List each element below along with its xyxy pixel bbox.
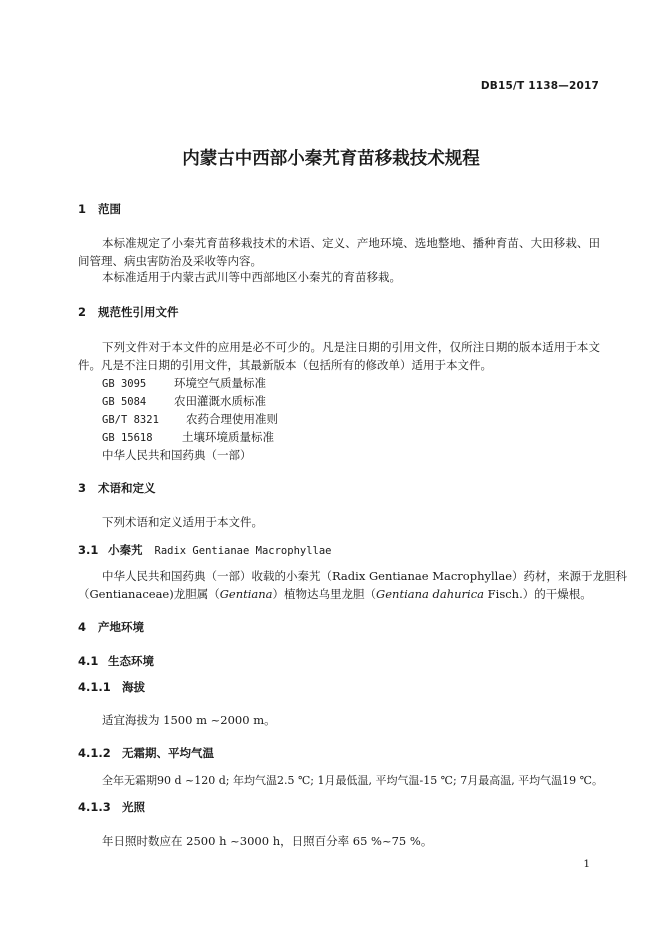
subsection-4-1-1-heading (78, 679, 145, 695)
text-segment: ）植物达乌里龙胆（ (272, 587, 377, 601)
reference-code: GB/T 8321 (102, 414, 159, 426)
text-segment: Fisch.）的干燥根。 (484, 587, 592, 601)
section-3-paragraph-1: 下列术语和定义适用于本文件。 (102, 515, 263, 529)
altitude-text: 适宜海拔为 1500 m ~2000 m。 (102, 713, 276, 727)
section-1-paragraph-1: 本标准规定了小秦艽育苗移栽技术的术语、定义、产地环境、选地整地、播种育苗、大田移栽、田间管理、病虫害防治及采收等内容。 (78, 236, 600, 268)
reference-name: 环境空气质量标准 (174, 376, 266, 390)
climate-text: 全年无霜期90 d ~120 d; 年均气温2.5 ℃; 1月最低温, 平均气温-15 ℃; 7月最高温, 平均气温19 ℃。 (102, 774, 603, 787)
term-definition-line-1: 中华人民共和国药典（一部）收载的小秦艽（Radix Gentianae Macrophyllae）药材，来源于龙胆科 (102, 569, 628, 583)
reference-pharmacopoeia: 中华人民共和国药典（一部） (102, 448, 252, 462)
reference-item (102, 393, 266, 409)
species-name: Gentiana dahurica (376, 587, 485, 601)
reference-item (102, 429, 274, 445)
reference-name: 农田灌溉水质标准 (174, 394, 266, 408)
subsection-title: 海拔 (122, 680, 145, 694)
reference-item (102, 411, 278, 427)
sunshine-text: 年日照时数应在 2500 h ~3000 h，日照百分率 65 %~75 %。 (102, 834, 433, 848)
subsection-number: 3.1 (78, 543, 99, 557)
reference-name: 农药合理使用准则 (186, 412, 278, 426)
genus-name: Gentiana (219, 587, 273, 601)
section-4-heading (78, 619, 144, 635)
term-english: Radix Gentianae Macrophyllae (154, 545, 332, 557)
subsection-4-1-2-heading (78, 745, 214, 761)
section-3-heading (78, 480, 156, 496)
reference-name: 土壤环境质量标准 (182, 430, 274, 444)
subsection-title: 无霜期、平均气温 (122, 746, 214, 760)
subsection-number: 4.1 (78, 654, 99, 668)
section-1-heading (78, 201, 121, 217)
section-number: 1 (78, 202, 87, 216)
standard-number: DB15/T 1138—2017 (480, 80, 599, 92)
section-number: 2 (78, 305, 87, 319)
reference-code: GB 15618 (102, 432, 153, 444)
subsection-4-1-3-heading (78, 799, 145, 815)
subsection-4-1-heading (78, 653, 154, 669)
subsection-number: 4.1.1 (78, 680, 111, 694)
reference-code: GB 3095 (102, 378, 147, 390)
page-number: 1 (583, 858, 590, 870)
reference-code: GB 5084 (102, 396, 147, 408)
subsection-number: 4.1.2 (78, 746, 111, 760)
section-title: 术语和定义 (98, 481, 156, 495)
section-2-paragraph-1: 下列文件对于本文件的应用是必不可少的。凡是注日期的引用文件，仅所注日期的版本适用于本文件。凡是不注日期的引用文件，其最新版本（包括所有的修改单）适用于本文件。 (78, 340, 600, 372)
subsection-number: 4.1.3 (78, 800, 111, 814)
term-chinese: 小秦艽 (108, 543, 143, 557)
section-number: 4 (78, 620, 87, 634)
subsection-3-1-heading (78, 542, 332, 558)
section-title: 规范性引用文件 (98, 305, 179, 319)
subsection-title: 光照 (122, 800, 145, 814)
subsection-title: 生态环境 (108, 654, 154, 668)
section-title: 范围 (98, 202, 121, 216)
section-1-paragraph-2: 本标准适用于内蒙古武川等中西部地区小秦艽的育苗移栽。 (102, 270, 401, 284)
term-definition-line-2 (78, 586, 592, 602)
section-2-heading (78, 304, 179, 320)
section-number: 3 (78, 481, 87, 495)
section-title: 产地环境 (98, 620, 144, 634)
reference-item (102, 375, 266, 391)
document-title: 内蒙古中西部小秦艽育苗移栽技术规程 (182, 149, 480, 169)
text-segment: （Gentianaceae)龙胆属（ (78, 587, 220, 601)
